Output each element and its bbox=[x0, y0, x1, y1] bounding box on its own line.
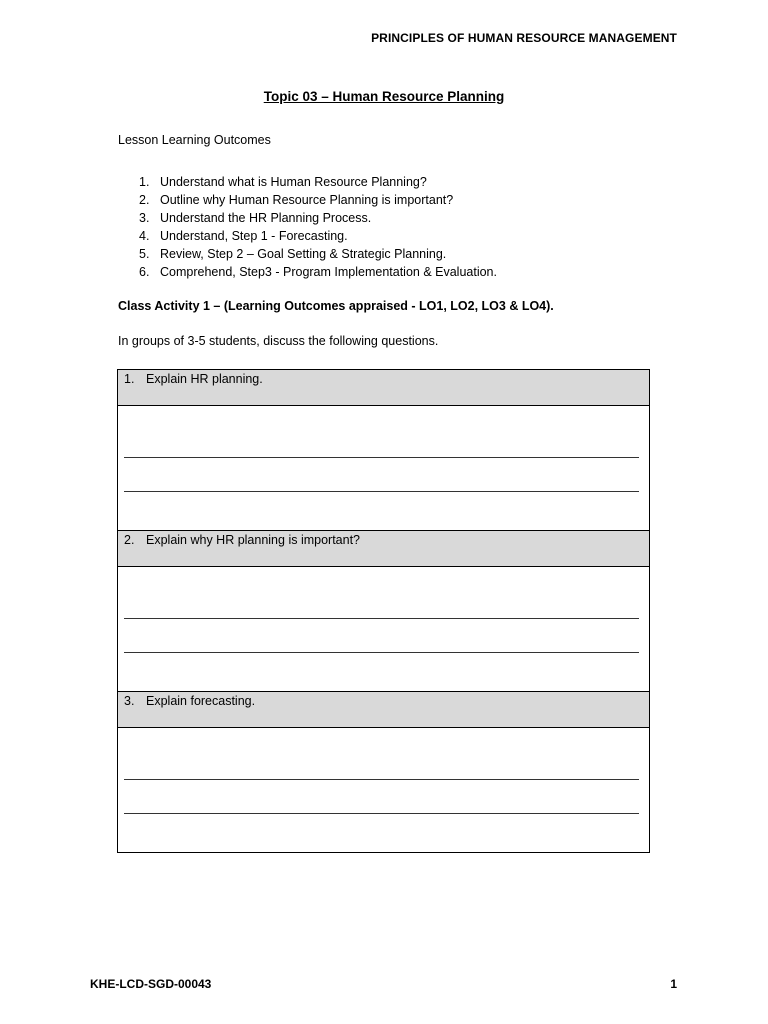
question-text: Explain forecasting. bbox=[146, 694, 256, 708]
page-number: 1 bbox=[670, 977, 677, 991]
list-item bbox=[139, 191, 497, 209]
list-number: 5. bbox=[139, 247, 150, 261]
question-block bbox=[118, 531, 649, 692]
question-row bbox=[118, 692, 649, 728]
list-number: 3. bbox=[139, 211, 150, 225]
list-text: Understand the HR Planning Process. bbox=[160, 211, 372, 225]
worksheet-table bbox=[117, 369, 650, 853]
list-text: Understand, Step 1 - Forecasting. bbox=[160, 229, 348, 243]
list-text: Comprehend, Step3 - Program Implementation & Evaluation. bbox=[160, 265, 497, 279]
answer-line bbox=[124, 652, 639, 653]
question-text: Explain why HR planning is important? bbox=[146, 533, 360, 547]
document-code: KHE-LCD-SGD-00043 bbox=[90, 977, 212, 991]
activity-heading: Class Activity 1 – (Learning Outcomes appraised - LO1, LO2, LO3 & LO4). bbox=[118, 299, 554, 313]
list-item bbox=[139, 209, 497, 227]
question-number: 1. bbox=[124, 372, 135, 386]
question-row bbox=[118, 531, 649, 567]
question-row bbox=[118, 370, 649, 406]
list-item bbox=[139, 173, 497, 191]
page-title: Topic 03 – Human Resource Planning bbox=[263, 89, 505, 104]
list-text: Understand what is Human Resource Planning? bbox=[160, 175, 427, 189]
list-number: 4. bbox=[139, 229, 150, 243]
answer-line bbox=[124, 779, 639, 780]
outcomes-heading: Lesson Learning Outcomes bbox=[118, 133, 271, 147]
answer-area[interactable] bbox=[118, 567, 649, 692]
answer-line bbox=[124, 813, 639, 814]
list-text: Review, Step 2 – Goal Setting & Strategic Planning. bbox=[160, 247, 447, 261]
activity-instructions: In groups of 3-5 students, discuss the following questions. bbox=[118, 334, 439, 348]
question-block bbox=[118, 370, 649, 531]
answer-line bbox=[124, 491, 639, 492]
list-number: 1. bbox=[139, 175, 150, 189]
list-text: Outline why Human Resource Planning is important? bbox=[160, 193, 454, 207]
answer-line bbox=[124, 618, 639, 619]
list-number: 6. bbox=[139, 265, 150, 279]
answer-area[interactable] bbox=[118, 406, 649, 531]
list-number: 2. bbox=[139, 193, 150, 207]
question-text: Explain HR planning. bbox=[146, 372, 263, 386]
page-header: PRINCIPLES OF HUMAN RESOURCE MANAGEMENT bbox=[371, 31, 677, 45]
question-number: 2. bbox=[124, 533, 135, 547]
list-item bbox=[139, 263, 497, 281]
answer-line bbox=[124, 457, 639, 458]
list-item bbox=[139, 245, 497, 263]
answer-area[interactable] bbox=[118, 728, 649, 852]
list-item bbox=[139, 227, 497, 245]
question-number: 3. bbox=[124, 694, 135, 708]
question-block bbox=[118, 692, 649, 852]
outcomes-list bbox=[139, 173, 497, 281]
